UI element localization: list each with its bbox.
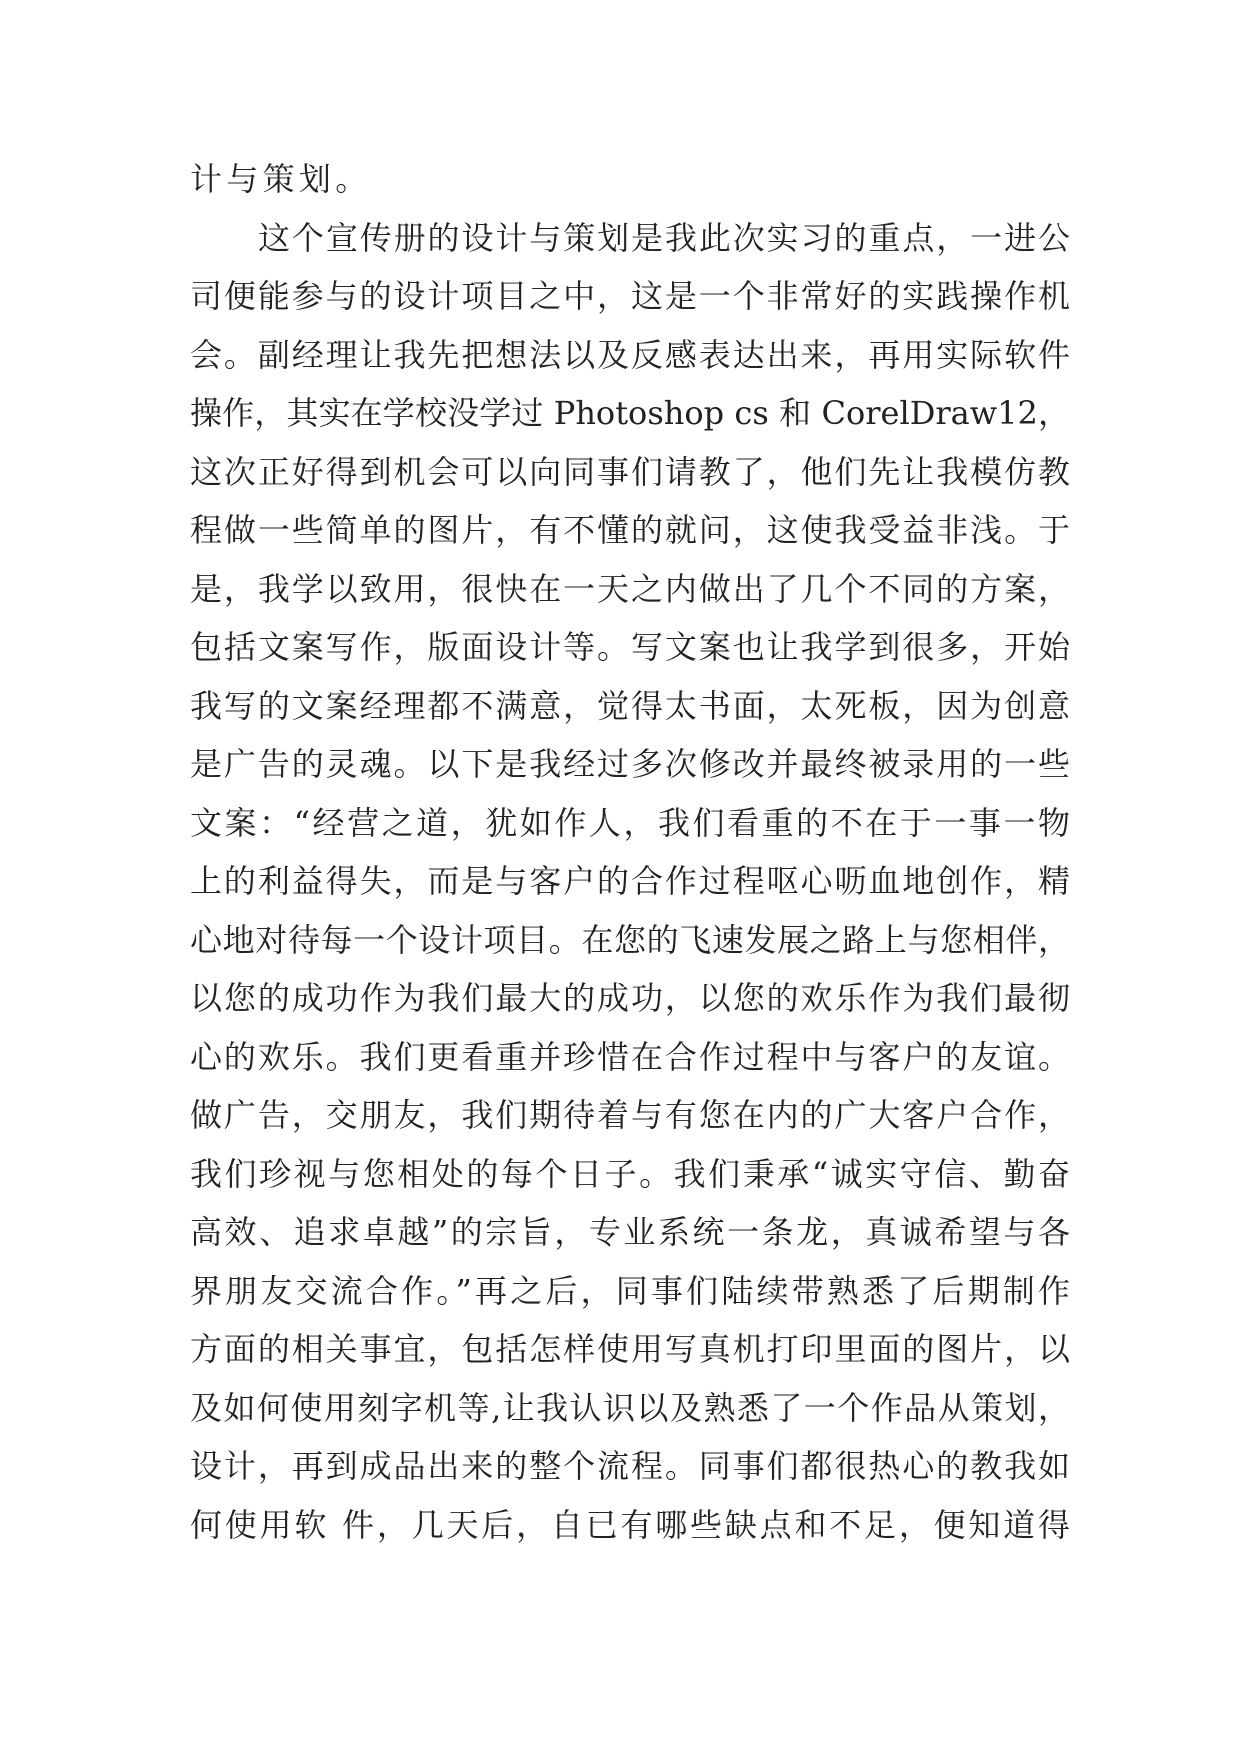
body-text	[190, 150, 1070, 1554]
text-line: 这次正好得到机会可以向同事们请教了，他们先让我模仿教	[190, 452, 1070, 491]
text-line: 是广告的灵魂。以下是我经过多次修改并最终被录用的一些	[190, 745, 1070, 783]
text-line: 上的利益得失，而是与客户的合作过程呕心呖血地创作，精	[190, 862, 1070, 900]
text-line: 程做一些简单的图片，有不懂的就问，这使我受益非浅。于	[190, 511, 1070, 549]
text-line: 文案：“经营之道，犹如作人，我们看重的不在于一事一物	[190, 803, 1070, 842]
text-line: 设计，再到成品出来的整个流程。同事们都很热心的教我如	[190, 1447, 1070, 1485]
text-line: 我写的文案经理都不满意，觉得太书面，太死板，因为创意	[190, 686, 1070, 725]
text-line: 包括文案写作，版面设计等。写文案也让我学到很多，开始	[190, 628, 1070, 666]
text-line: 司便能参与的设计项目之中，这是一个非常好的实践操作机	[190, 277, 1070, 315]
text-line: 我们珍视与您相处的每个日子。我们秉承“诚实守信、勤奋	[190, 1154, 1070, 1193]
text-line: 以您的成功作为我们最大的成功，以您的欢乐作为我们最彻	[190, 979, 1070, 1017]
text-line: 何使用软 件，几天后，自已有哪些缺点和不足，便知道得	[190, 1505, 1070, 1544]
text-line: 方面的相关事宜，包括怎样使用写真机打印里面的图片，以	[190, 1330, 1070, 1368]
text-line: 这个宣传册的设计与策划是我此次实习的重点，一进公	[258, 218, 1070, 257]
text-line: 心地对待每一个设计项目。在您的飞速发展之路上与您相伴，	[190, 920, 1070, 959]
text-line: 做广告，交朋友，我们期待着与有您在内的广大客户合作，	[190, 1096, 1070, 1134]
text-line: 计与策划。	[190, 160, 372, 198]
text-line: 操作，其实在学校没学过 Photoshop cs 和 CorelDraw12，	[190, 394, 1070, 432]
text-line: 及如何使用刻字机等,让我认识以及熟悉了一个作品从策划，	[190, 1388, 1070, 1427]
text-line: 会。副经理让我先把想法以及反感表达出来，再用实际软件	[190, 335, 1070, 374]
text-line: 界朋友交流合作。”再之后，同事们陆续带熟悉了后期制作	[190, 1271, 1070, 1310]
text-line: 高效、追求卓越”的宗旨，专业系统一条龙，真诚希望与各	[190, 1213, 1070, 1251]
text-line: 是，我学以致用，很快在一天之内做出了几个不同的方案，	[190, 569, 1070, 608]
text-line: 心的欢乐。我们更看重并珍惜在合作过程中与客户的友谊。	[190, 1037, 1070, 1076]
